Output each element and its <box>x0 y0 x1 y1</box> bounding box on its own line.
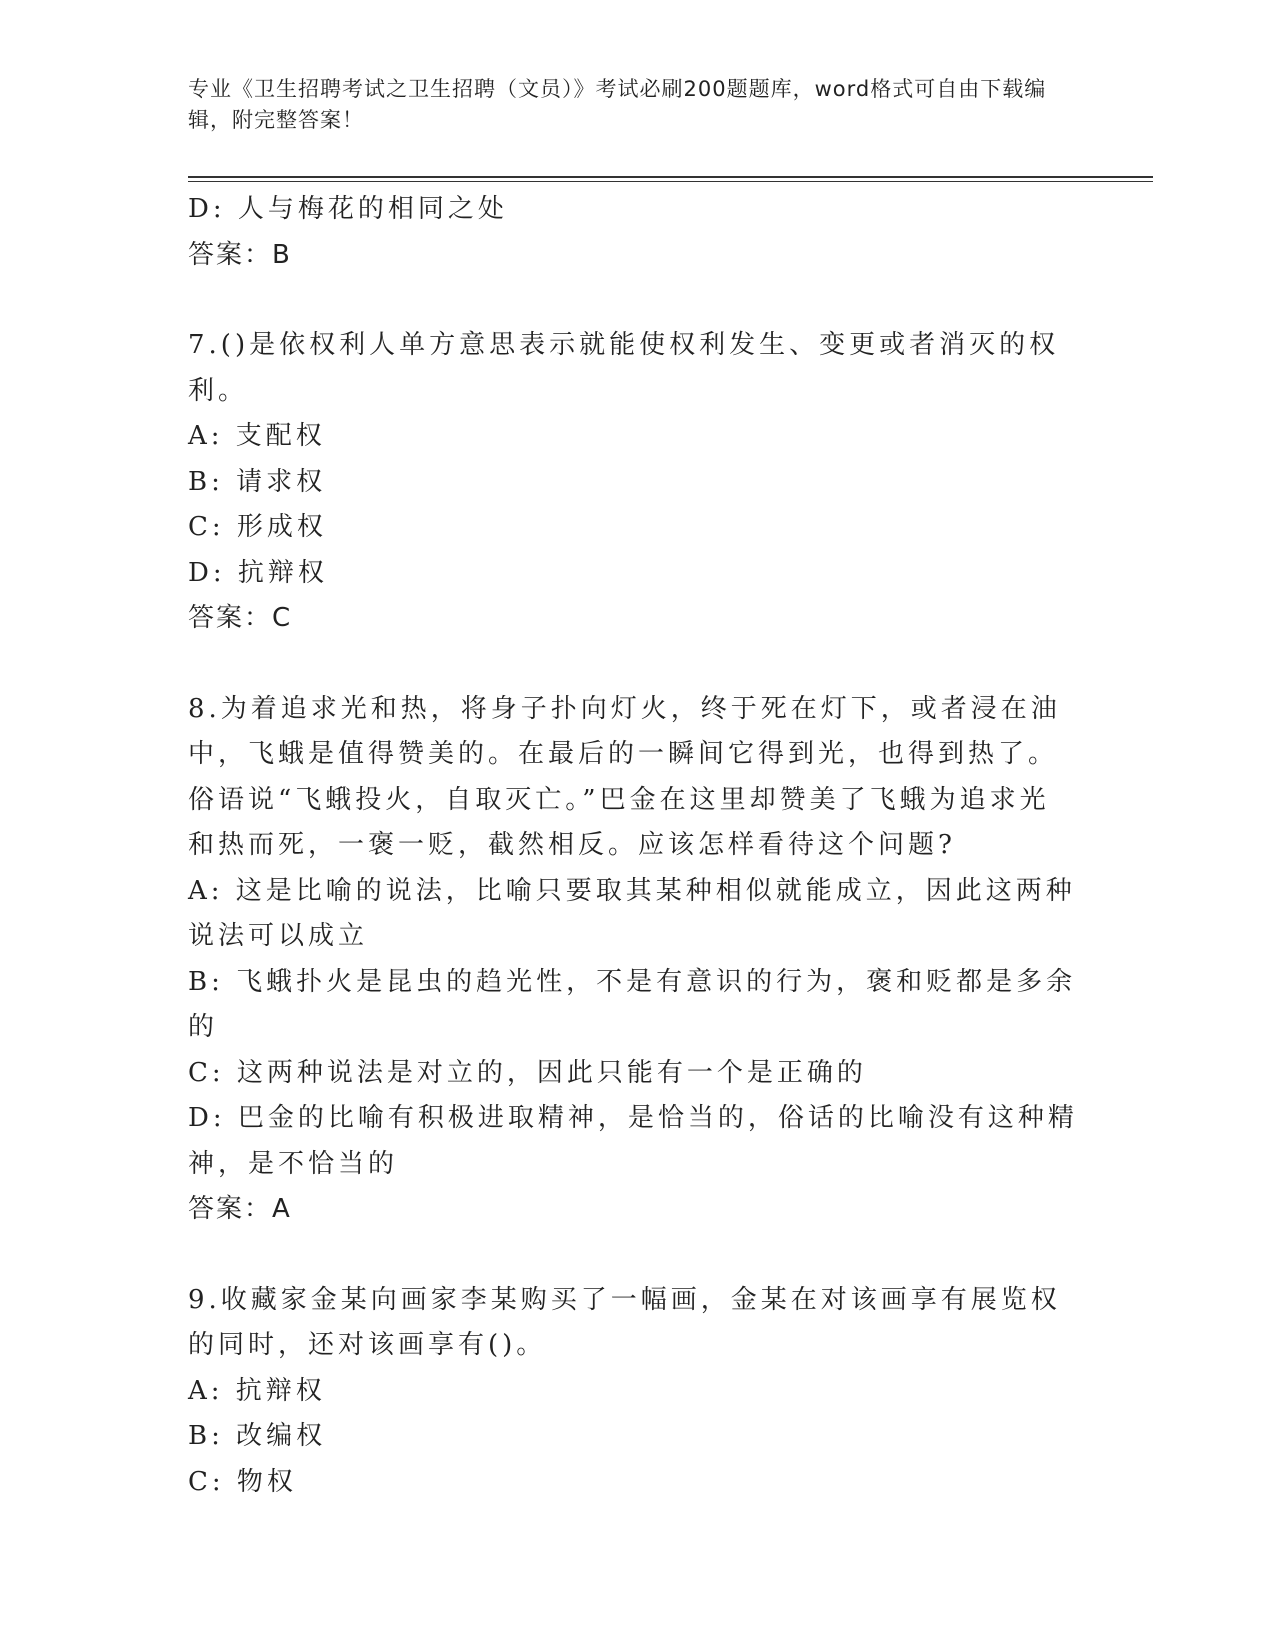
block-spacer <box>188 1233 1078 1278</box>
option-line: B: 改编权 <box>188 1421 327 1451</box>
question-block <box>188 187 1078 278</box>
question-stem: 8.为着追求光和热，将身子扑向灯火，终于死在灯下，或者浸在油中，飞蛾是值得赞美的。在最后的一瞬间它得到光，也得到热了。俗语说“飞蛾投火，自取灭亡。”巴金在这里却赞美了飞蛾为追求光和热而死，一褒一贬，截然相反。应该怎样看待这个问题? <box>188 693 1061 860</box>
answer-line: 答案：A <box>188 1194 292 1224</box>
header-divider-thin <box>188 181 1153 182</box>
block-spacer <box>188 278 1078 323</box>
block-spacer <box>188 642 1078 687</box>
option-line: D: 巴金的比喻有积极进取精神，是恰当的，俗话的比喻没有这种精神，是不恰当的 <box>188 1103 1078 1179</box>
option-line: A: 这是比喻的说法，比喻只要取其某种相似就能成立，因此这两种说法可以成立 <box>188 875 1076 951</box>
answer-line: 答案：B <box>188 239 292 270</box>
answer-line: 答案：C <box>188 603 293 633</box>
option-line: B: 飞蛾扑火是昆虫的趋光性，不是有意识的行为，褒和贬都是多余的 <box>188 966 1077 1042</box>
page-header: 专业《卫生招聘考试之卫生招聘（文员）》考试必刷200题题库，word格式可自由下载编辑，附完整答案！ <box>188 77 1047 132</box>
option-line: C: 形成权 <box>188 512 327 542</box>
option-line: B: 请求权 <box>188 466 327 497</box>
option-line: D: 人与梅花的相同之处 <box>188 194 508 224</box>
option-line: A: 抗辩权 <box>188 1375 326 1406</box>
question-stem: 9.收藏家金某向画家李某购买了一幅画，金某在对该画享有展览权的同时，还对该画享有()。 <box>188 1284 1061 1360</box>
question-stem: 7.()是依权利人单方意思表示就能使权利发生、变更或者消灭的权利。 <box>188 330 1060 406</box>
header-divider <box>188 176 1153 178</box>
option-line: C: 物权 <box>188 1466 297 1497</box>
question-block <box>188 323 1078 642</box>
question-list <box>188 187 1078 1505</box>
question-block <box>188 1278 1078 1506</box>
option-line: C: 这两种说法是对立的，因此只能有一个是正确的 <box>188 1057 867 1088</box>
question-block <box>188 687 1078 1233</box>
option-line: A: 支配权 <box>188 421 326 451</box>
option-line: D: 抗辩权 <box>188 557 328 588</box>
